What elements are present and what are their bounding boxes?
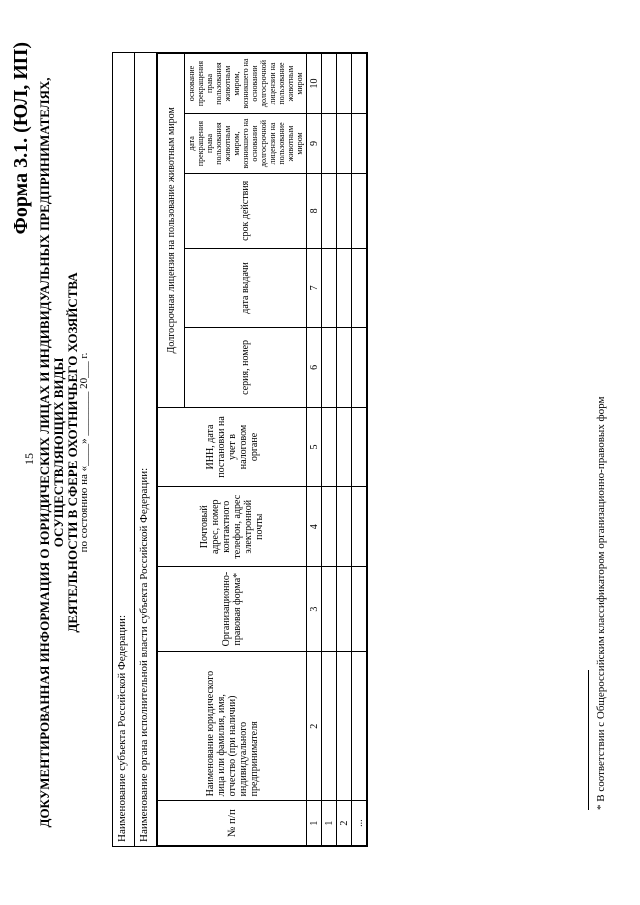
column-number: 4 [307,487,322,567]
column-number: 7 [307,248,322,328]
col-header-series: серия, номер [185,328,307,407]
authority-row: Наименование органа исполнительной власти субъекта Российской Федерации: [135,53,157,846]
column-number: 10 [307,54,322,114]
title-line-2: ДЕЯТЕЛЬНОСТИ В СФЕРЕ ОХОТНИЧЬЕГО ХОЗЯЙСТВА [65,272,80,633]
column-number: 1 [307,801,322,846]
column-number: 3 [307,567,322,652]
footnote-divider [588,670,589,810]
as-of-date: по состоянию на «____» ________ 20___ г. [78,352,90,553]
subject-row: Наименование субъекта Российской Федерации: [113,53,135,846]
data-table [157,53,367,846]
col-header-validity: срок действия [185,173,307,248]
group-header-license: Долгосрочная лицензия на пользование животным миром [158,54,185,408]
row-label: 1 [322,801,337,846]
table-row [322,54,337,846]
column-number: 8 [307,173,322,248]
title-line-1: ДОКУМЕНТИРОВАННАЯ ИНФОРМАЦИЯ О ЮРИДИЧЕСКИХ ЛИЦАХ И ИНДИВИДУАЛЬНЫХ ПРЕДПРИНИМАТЕЛЯХ, ОСУЩЕСТВЛЯЮЩИХ ВИДЫ [37,77,66,828]
table-row [352,54,367,846]
footnote: * В соответствии с Общероссийским классификатором организационно-правовых форм [595,396,607,810]
row-label: ... [352,801,367,846]
col-header-address: Почтовый адрес, номер контактного телефон, адрес электронной почты [158,487,307,567]
register-table [112,52,368,847]
col-header-issue-date: дата выдачи [185,248,307,328]
column-number: 2 [307,652,322,801]
table-row [337,54,352,846]
col-header-termination-date: дата прекращения права пользования животным миром, возникшего на основании долгосрочной лицензии на пользование животным миром [185,114,307,174]
column-number: 9 [307,114,322,174]
page-number: 15 [22,453,36,465]
form-code: Форма 3.1. (ЮЛ, ИП) [10,42,32,235]
col-header-name: Наименование юридического лица или фамилия, имя, отчество (при наличии) индивидуального предпринимателя [158,652,307,801]
row-label: 2 [337,801,352,846]
col-header-legal-form: Организационно-правовая форма* [158,567,307,652]
col-header-termination-basis: основание прекращения права пользования животным миром, возникшего на основании долгосрочной лицензии на пользование животным миром [185,54,307,114]
column-number: 6 [307,328,322,407]
col-header-inn: ИНН, дата постановки на учет в налоговом органе [158,407,307,487]
column-number: 5 [307,407,322,487]
document-title [38,70,80,835]
col-header-number: № п/п [158,801,307,846]
